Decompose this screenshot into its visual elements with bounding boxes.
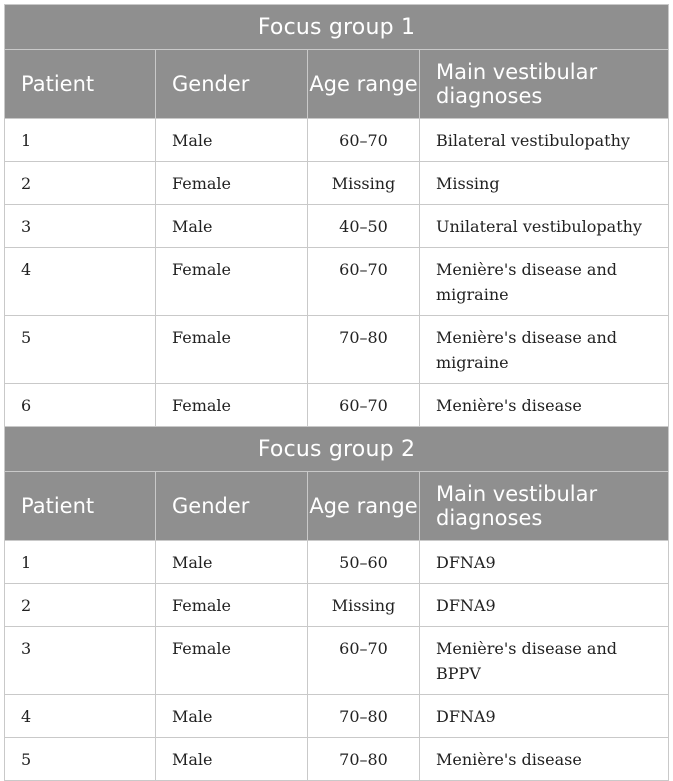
cell-diagnosis: Menière's disease and migraine [420, 316, 669, 384]
cell-gender: Female [156, 162, 308, 205]
table-row [5, 738, 669, 781]
group-title: Focus group 1 [5, 5, 669, 50]
cell-age-range: 70–80 [308, 316, 420, 384]
cell-age-range: 70–80 [308, 695, 420, 738]
cell-age-range: Missing [308, 162, 420, 205]
group-header-row [5, 5, 669, 50]
column-header-patient: Patient [5, 472, 156, 541]
cell-age-range: 50–60 [308, 541, 420, 584]
group-title: Focus group 2 [5, 427, 669, 472]
cell-gender: Male [156, 541, 308, 584]
cell-age-range: 40–50 [308, 205, 420, 248]
cell-patient: 3 [5, 627, 156, 695]
cell-patient: 4 [5, 248, 156, 316]
cell-patient: 6 [5, 384, 156, 427]
cell-patient: 1 [5, 119, 156, 162]
cell-diagnosis: Menière's disease and migraine [420, 248, 669, 316]
cell-gender: Male [156, 205, 308, 248]
cell-age-range: 60–70 [308, 627, 420, 695]
cell-age-range: 60–70 [308, 119, 420, 162]
cell-diagnosis: DFNA9 [420, 541, 669, 584]
table-row [5, 584, 669, 627]
cell-age-range: 60–70 [308, 248, 420, 316]
column-header-diagnoses: Main vestibular diagnoses [420, 472, 669, 541]
cell-patient: 3 [5, 205, 156, 248]
cell-diagnosis: DFNA9 [420, 584, 669, 627]
cell-gender: Female [156, 248, 308, 316]
group-header-row [5, 427, 669, 472]
cell-patient: 2 [5, 584, 156, 627]
table-row [5, 627, 669, 695]
cell-diagnosis: Menière's disease [420, 738, 669, 781]
cell-gender: Female [156, 316, 308, 384]
patient-table-container [4, 4, 668, 781]
column-header-gender: Gender [156, 472, 308, 541]
cell-gender: Male [156, 695, 308, 738]
column-header-diagnoses: Main vestibular diagnoses [420, 50, 669, 119]
cell-diagnosis: Bilateral vestibulopathy [420, 119, 669, 162]
cell-gender: Female [156, 384, 308, 427]
cell-diagnosis: DFNA9 [420, 695, 669, 738]
cell-diagnosis: Unilateral vestibulopathy [420, 205, 669, 248]
table-row [5, 695, 669, 738]
table-row [5, 384, 669, 427]
cell-age-range: 60–70 [308, 384, 420, 427]
column-header-age-range: Age range [308, 472, 420, 541]
cell-gender: Female [156, 584, 308, 627]
column-header-gender: Gender [156, 50, 308, 119]
cell-gender: Male [156, 119, 308, 162]
cell-patient: 5 [5, 738, 156, 781]
patient-table [4, 4, 669, 781]
column-header-patient: Patient [5, 50, 156, 119]
column-header-row [5, 50, 669, 119]
column-header-row [5, 472, 669, 541]
table-row [5, 119, 669, 162]
cell-diagnosis: Menière's disease [420, 384, 669, 427]
cell-age-range: Missing [308, 584, 420, 627]
table-row [5, 316, 669, 384]
table-row [5, 248, 669, 316]
cell-patient: 5 [5, 316, 156, 384]
cell-patient: 1 [5, 541, 156, 584]
cell-gender: Male [156, 738, 308, 781]
cell-diagnosis: Missing [420, 162, 669, 205]
table-row [5, 541, 669, 584]
column-header-age-range: Age range [308, 50, 420, 119]
table-row [5, 205, 669, 248]
cell-age-range: 70–80 [308, 738, 420, 781]
cell-diagnosis: Menière's disease and BPPV [420, 627, 669, 695]
cell-patient: 2 [5, 162, 156, 205]
table-row [5, 162, 669, 205]
cell-gender: Female [156, 627, 308, 695]
cell-patient: 4 [5, 695, 156, 738]
